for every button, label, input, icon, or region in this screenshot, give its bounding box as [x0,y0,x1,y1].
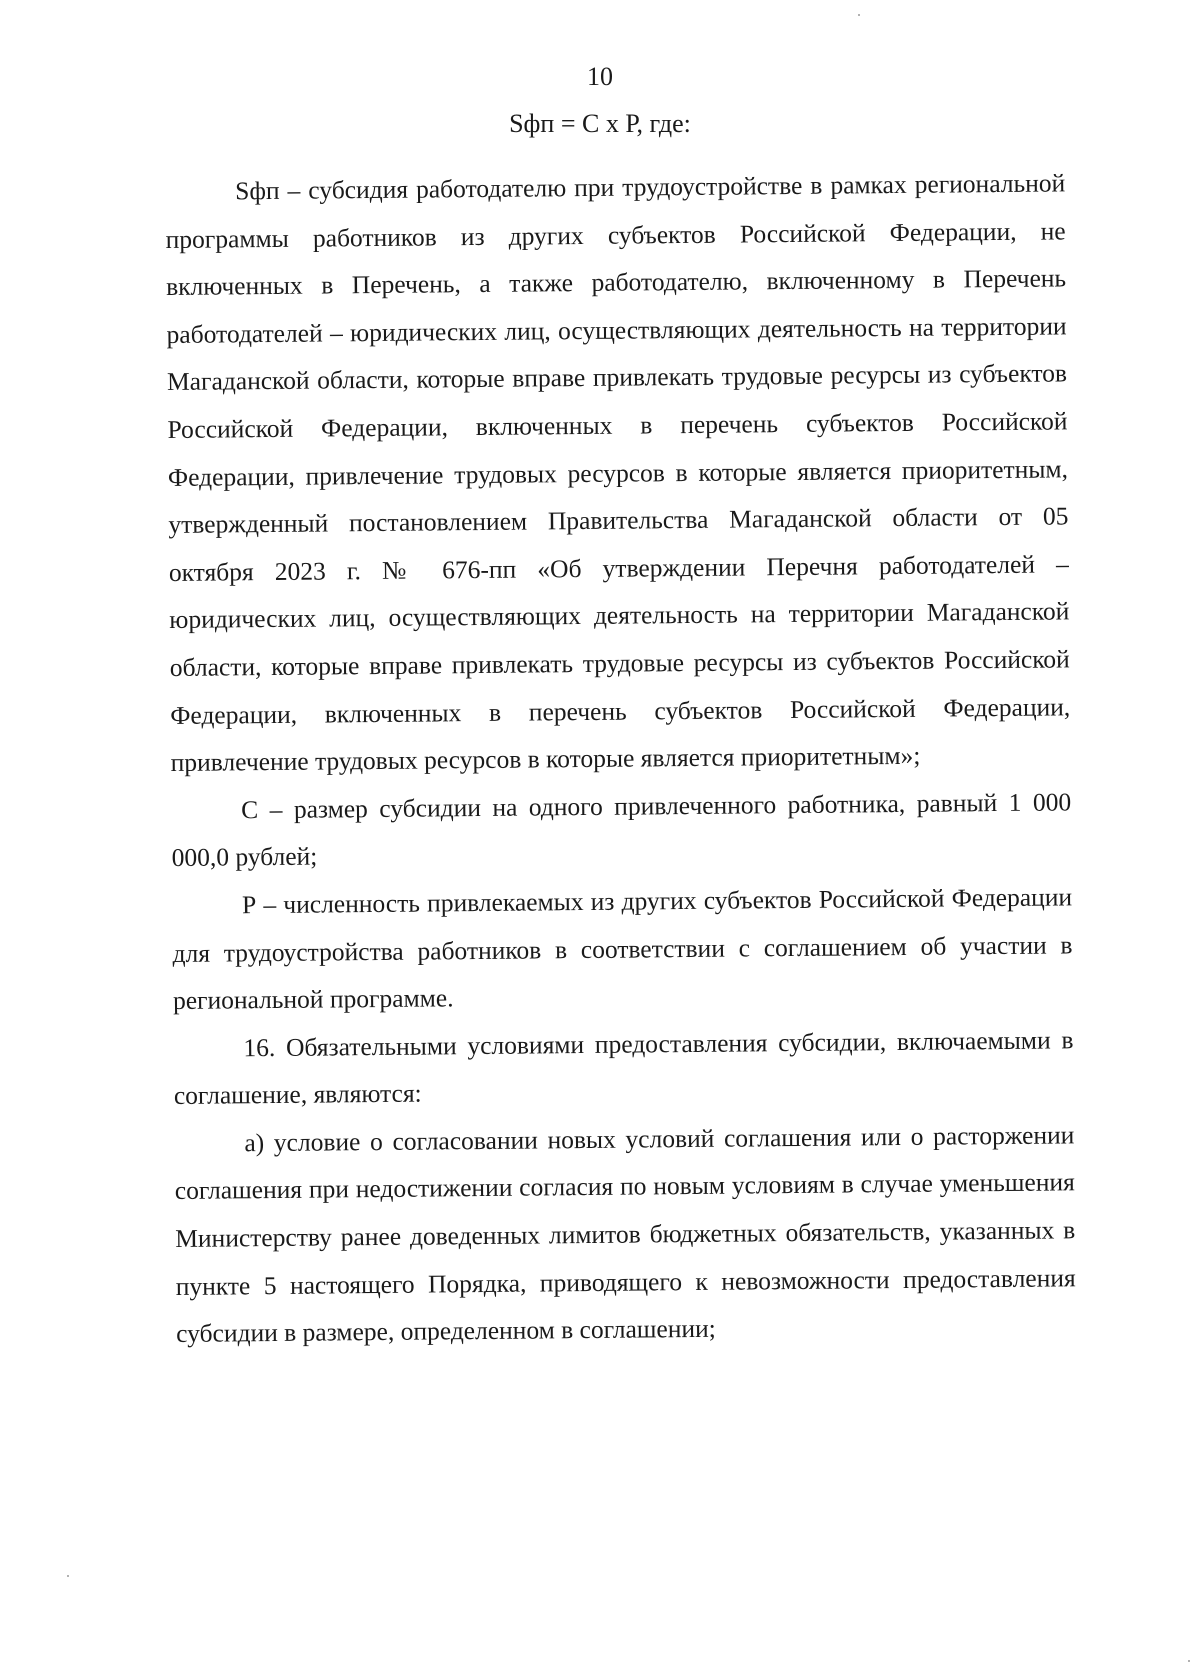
scan-speck [1188,1660,1190,1662]
paragraph-item-16a: а) условие о согласовании новых условий соглашения или о расторжении соглашения при недостижении согласия по новым условиям в случае уменьшения Министерству ранее доведенных лимитов бюджетных обязательств, указанных в пункте 5 настоящего Порядка, приводящего к невозможности предоставления субсидии в размере, определенном в соглашении; [174,1120,1076,1349]
paragraph-sfp-definition: Sфп – субсидия работодателю при трудоустройстве в рамках региональной программы работников из других субъектов Российской Федерации, не включенных в Перечень, а также работодателю, включенному в Перечень работодателей – юридических лиц, осуществляющих деятельность на территории Магаданской области, которые вправе привлекать трудовые ресурсы из субъектов Российской Федерации, включенных в перечень субъектов Российской Федерации, привлечение трудовых ресурсов в которые является приоритетным, утвержденный постановлением Правительства Магаданской области от 05 октября 2023 г. № 676-пп «Об утверждении Перечня работодателей – юридических лиц, осуществляющих деятельность на территории Магаданской области, которые вправе привлекать трудовые ресурсы из субъектов Российской Федерации, включенных в перечень субъектов Российской Федерации, привлечение трудовых ресурсов в которые является приоритетным»; [165,168,1071,778]
scan-speck [858,14,860,16]
scan-speck [67,1575,69,1577]
document-body [165,159,1076,1357]
paragraph-c-definition: С – размер субсидии на одного привлеченного работника, равный 1 000 000,0 рублей; [171,787,1072,873]
page-number: 10 [587,62,613,91]
paragraph-item-16: 16. Обязательными условиями предоставления субсидии, включаемыми в соглашение, являются: [173,1025,1074,1111]
paragraph-p-definition: Р – численность привлекаемых из других субъектов Российской Федерации для трудоустройства работников в соответствии с соглашением об участии в региональной программе. [172,882,1073,1016]
formula-line: Sфп = С х Р, где: [509,109,691,138]
